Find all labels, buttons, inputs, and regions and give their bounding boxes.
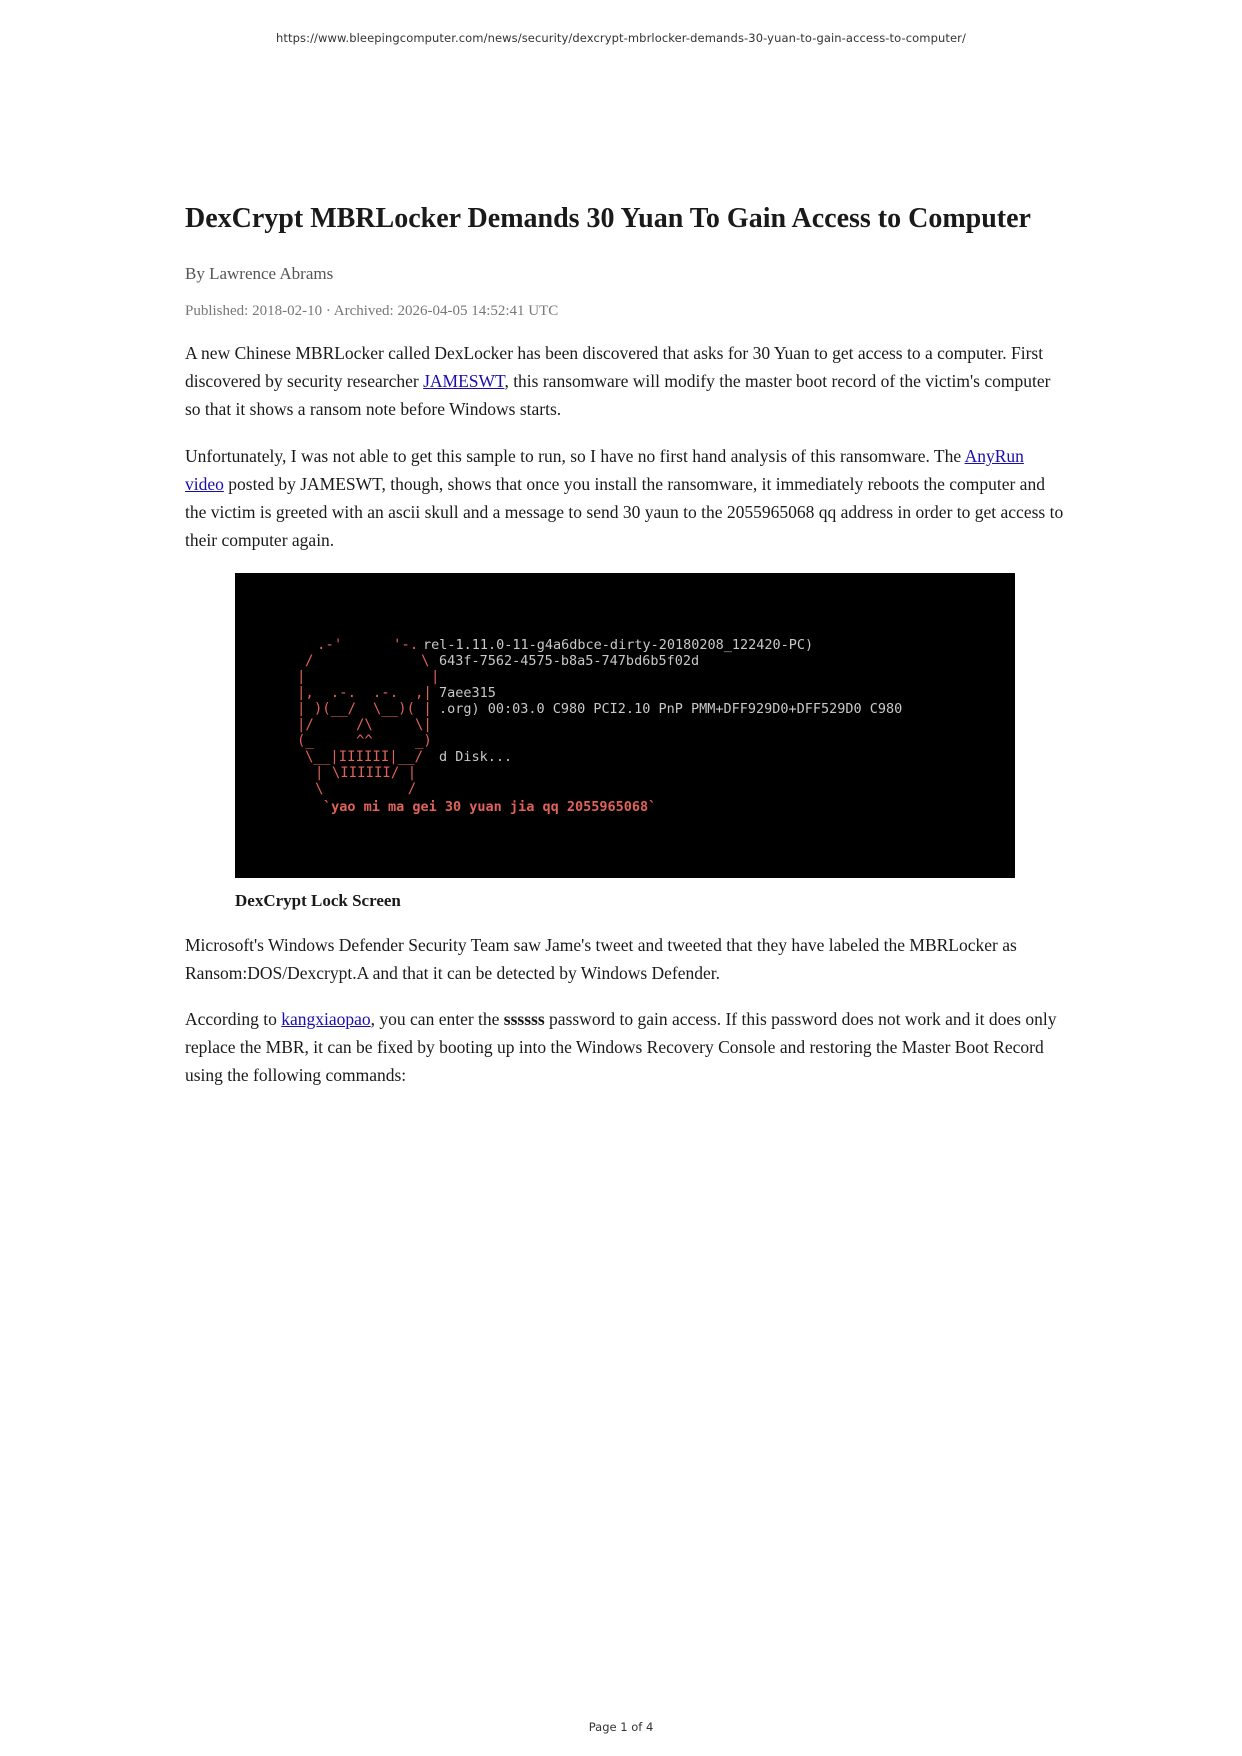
figure-caption: DexCrypt Lock Screen bbox=[235, 891, 401, 910]
paragraph-intro bbox=[185, 339, 1065, 423]
anyrun-video-link[interactable]: AnyRun video bbox=[185, 446, 1024, 494]
ransom-message: `yao mi ma gei 30 yuan jia qq 2055965068` bbox=[323, 799, 657, 815]
lock-screen-svg bbox=[235, 573, 1015, 878]
boot-line: .org) 00:03.0 C980 PCI2.10 PnP PMM+DFF929D0+DFF529D0 C980 bbox=[439, 701, 903, 717]
skull-line: | )(__/ \__)( | bbox=[297, 701, 432, 717]
skull-line: '-. bbox=[393, 637, 419, 653]
lock-screen-figure bbox=[235, 573, 1015, 913]
password-text: ssssss bbox=[503, 1009, 545, 1029]
boot-line: 643f-7562-4575-b8a5-747bd6b5f02d bbox=[439, 653, 700, 669]
paragraph-text: posted by JAMESWT, though, shows that once you install the ransomware, it immediately reboots the computer and the victim is greeted with an ascii skull and a message to send 30 yaun to the 2055965068 qq address in order to get access to their computer again. bbox=[185, 474, 1064, 550]
skull-line: (_ ^^ _) bbox=[297, 733, 432, 749]
boot-line: rel-1.11.0-11-g4a6dbce-dirty-20180208_122420-PC) bbox=[423, 637, 814, 653]
kangxiaopao-link[interactable]: kangxiaopao bbox=[281, 1009, 371, 1029]
skull-line: |/ /\ \| bbox=[297, 717, 432, 733]
page-number: Page 1 of 4 bbox=[588, 1720, 654, 1734]
boot-line: d Disk... bbox=[439, 749, 513, 765]
skull-line: / bbox=[305, 653, 314, 669]
skull-line: \ bbox=[421, 653, 430, 669]
paragraph-text: password to gain access. If this password does not work and it does only replace the MBR, it can be fixed by booting up into the Windows Recovery Console and restoring the Master Boot Record using the following commands: bbox=[185, 1009, 1057, 1085]
jameswt-link[interactable]: JAMESWT bbox=[423, 371, 505, 391]
paragraph-text: Unfortunately, I was not able to get this sample to run, so I have no first hand analysis of this ransomware. The bbox=[185, 446, 965, 466]
skull-line: \ / bbox=[315, 781, 417, 797]
paragraph-analysis bbox=[185, 442, 1065, 554]
skull-line: \__|IIIIII|__/ bbox=[305, 749, 424, 765]
skull-line: .-' bbox=[317, 637, 343, 653]
boot-text bbox=[423, 637, 902, 765]
paragraph-text: A new Chinese MBRLocker called DexLocker has been discovered that asks for 30 Yuan to get access to a computer. First discovered by security researcher bbox=[185, 343, 1044, 391]
skull-line: | \IIIIII/ | bbox=[315, 765, 417, 781]
article bbox=[185, 198, 1065, 1089]
paragraph-text: , this ransomware will modify the master boot record of the victim's computer so that it shows a ransom note before Windows starts. bbox=[185, 371, 1051, 419]
paragraph-defender bbox=[185, 931, 1065, 987]
skull-line: | bbox=[297, 669, 306, 685]
boot-line: 7aee315 bbox=[439, 685, 496, 701]
article-byline: By Lawrence Abrams bbox=[185, 264, 334, 283]
paragraph-text: , you can enter the bbox=[370, 1009, 504, 1029]
ascii-skull bbox=[297, 637, 439, 797]
lock-screen-image bbox=[235, 573, 1015, 878]
skull-line: | bbox=[431, 669, 440, 685]
skull-line: |, .-. .-. ,| bbox=[297, 685, 432, 701]
article-title: DexCrypt MBRLocker Demands 30 Yuan To Gain Access to Computer bbox=[185, 203, 1031, 234]
article-meta: Published: 2018-02-10 · Archived: 2026-04-05 14:52:41 UTC bbox=[185, 303, 559, 319]
page-url: https://www.bleepingcomputer.com/news/security/dexcrypt-mbrlocker-demands-30-yuan-to-gain-access-to-computer/ bbox=[276, 31, 966, 45]
paragraph-fix bbox=[185, 1005, 1065, 1089]
paragraph-text: According to bbox=[185, 1009, 282, 1029]
paragraph-text: Microsoft's Windows Defender Security Team saw Jame's tweet and tweeted that they have labeled the MBRLocker as Ransom:DOS/Dexcrypt.A and that it can be detected by Windows Defender. bbox=[185, 935, 1017, 983]
